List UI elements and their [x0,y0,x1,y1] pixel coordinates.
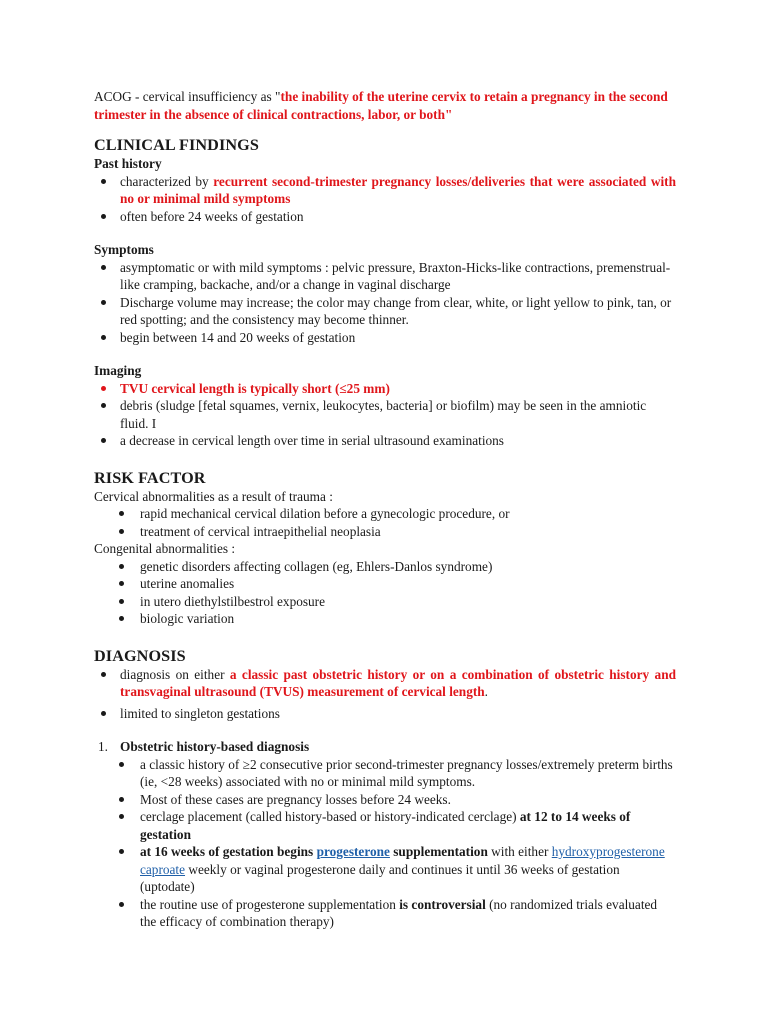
list-item-text: biologic variation [140,611,235,626]
list-item [94,380,676,398]
list-item-bold: at 12 to 14 weeks of gestation [140,809,631,842]
list-item [94,329,676,347]
list-item [94,756,676,791]
list-item [94,575,676,593]
bullet-icon [101,438,106,443]
list-item [94,791,676,809]
list-item-text: (no randomized trials evaluated the efficacy of combination therapy) [140,896,658,929]
list-item [94,432,676,450]
document-content [94,88,676,931]
list-item [94,294,676,329]
diagnosis-numbered-list [94,738,676,756]
bullet-icon [101,335,106,340]
list-item [94,259,676,294]
subheading-imaging: Imaging [94,363,142,378]
bullet-icon [119,564,124,569]
bullet-icon [119,814,124,819]
intro-end: " [444,106,453,122]
bullet-icon [119,902,124,907]
list-item-text: often before 24 weeks of gestation [120,208,304,224]
list-item [94,593,676,611]
diagnosis-list [94,666,676,723]
list-item-text: characterized by [120,173,214,189]
bullet-icon [119,529,124,534]
heading-clinical-findings: CLINICAL FINDINGS [94,136,259,154]
bullet-icon [119,762,124,767]
list-item-text: rapid mechanical cervical dilation before a gynecologic procedure, or [140,506,510,521]
bullet-icon [101,403,106,408]
list-item-bold: supplementation [389,844,488,859]
bullet-icon [101,672,106,677]
intro-paragraph [94,88,676,123]
bullet-icon [101,386,106,391]
item-number: 1. [98,739,108,754]
bullet-icon [119,599,124,604]
subheading-past-history: Past history [94,156,162,171]
numbered-item-title: Obstetric history-based diagnosis [120,739,310,754]
list-item-text: cerclage placement (called history-based or history-indicated cerclage) [140,809,520,824]
risk-trauma-label: Cervical abnormalities as a result of trauma : [94,488,333,504]
obstetric-history-list [94,756,676,931]
list-item [94,843,676,896]
list-item-text: begin between 14 and 20 weeks of gestation [120,329,356,345]
bullet-icon [101,711,106,716]
numbered-item [94,738,676,756]
list-item [94,208,676,226]
list-item-text: limited to singleton gestations [120,705,280,721]
bullet-icon [119,797,124,802]
list-item-text: with either [487,844,552,859]
list-item-text: the routine use of progesterone supplementation [140,896,400,912]
list-item-text: Most of these cases are pregnancy losses before 24 weeks. [140,791,451,807]
list-item-text: . [484,684,488,699]
list-item [94,896,676,931]
list-item [94,705,676,723]
bullet-icon [119,849,124,854]
bullet-icon [101,300,106,305]
list-item-text: asymptomatic or with mild symptoms : pelvic pressure, Braxton-Hicks-like contractions, premenstrual-like cramping, backache, and/or a change in vaginal discharge [120,259,671,292]
imaging-list [94,380,676,450]
subheading-symptoms: Symptoms [94,242,154,257]
risk-congenital-list [94,558,676,628]
hydroxyprogesterone-caproate-link[interactable]: hydroxyprogesterone caproate [140,844,665,877]
bullet-icon [101,265,106,270]
list-item-text: treatment of cervical intraepithelial neoplasia [140,523,381,539]
heading-risk-factor: RISK FACTOR [94,468,206,487]
bullet-icon [119,511,124,516]
list-item-text: a decrease in cervical length over time in serial ultrasound examinations [120,433,504,448]
list-item-text: a classic history of ≥2 consecutive prior second-trimester pregnancy losses/extremely preterm births (ie, <28 weeks) associated with no or minimal mild symptoms. [140,756,673,789]
heading-diagnosis: DIAGNOSIS [94,646,186,665]
symptoms-list [94,259,676,347]
bullet-icon [101,179,106,184]
list-item [94,808,676,843]
list-item-text: debris (sludge [fetal squames, vernix, leukocytes, bacteria] or biofilm) may be seen in the amniotic fluid. I [120,398,647,431]
bullet-icon [101,214,106,219]
list-item [94,173,676,208]
list-item [94,523,676,541]
list-item [94,558,676,576]
list-item-highlight: a classic past obstetric history or on a combination of obstetric history and transvaginal ultrasound (TVUS) measurement of cervical length [120,666,676,699]
list-item [94,397,676,432]
list-item-text: diagnosis on either [120,666,230,682]
list-item-text: genetic disorders affecting collagen (eg, Ehlers-Danlos syndrome) [140,558,493,574]
list-item-highlight: recurrent second-trimester pregnancy losses/deliveries that were associated with no or minimal mild symptoms [120,173,676,206]
list-item-text: in utero diethylstilbestrol exposure [140,593,326,609]
list-item-bold: at 16 weeks of gestation begins [140,844,317,859]
progesterone-link[interactable]: progesterone [316,844,390,859]
risk-congenital-label: Congenital abnormalities : [94,541,236,556]
list-item-text: Discharge volume may increase; the color may change from clear, white, or light yellow to pink, tan, or red spotting; and the consistency may become thinner. [120,294,672,327]
past-history-list [94,173,676,226]
list-item [94,666,676,701]
risk-trauma-list [94,505,676,540]
list-item-text: uterine anomalies [140,576,235,591]
intro-quote: the inability of the uterine cervix to retain a pregnancy in the second trimester in the absence of clinical contractions, labor, or both [94,89,668,122]
intro-mid: - cervical insufficiency as " [131,89,281,104]
list-item-highlight: TVU cervical length is typically short (≤25 mm) [120,380,390,396]
list-item-bold: is controversial [399,896,486,912]
bullet-icon [119,616,124,621]
intro-lead: ACOG [94,89,132,104]
list-item [94,505,676,523]
list-item-text: weekly or vaginal progesterone daily and continues it until 36 weeks of gestation (uptodate) [140,861,620,894]
bullet-icon [119,581,124,586]
list-item [94,610,676,628]
